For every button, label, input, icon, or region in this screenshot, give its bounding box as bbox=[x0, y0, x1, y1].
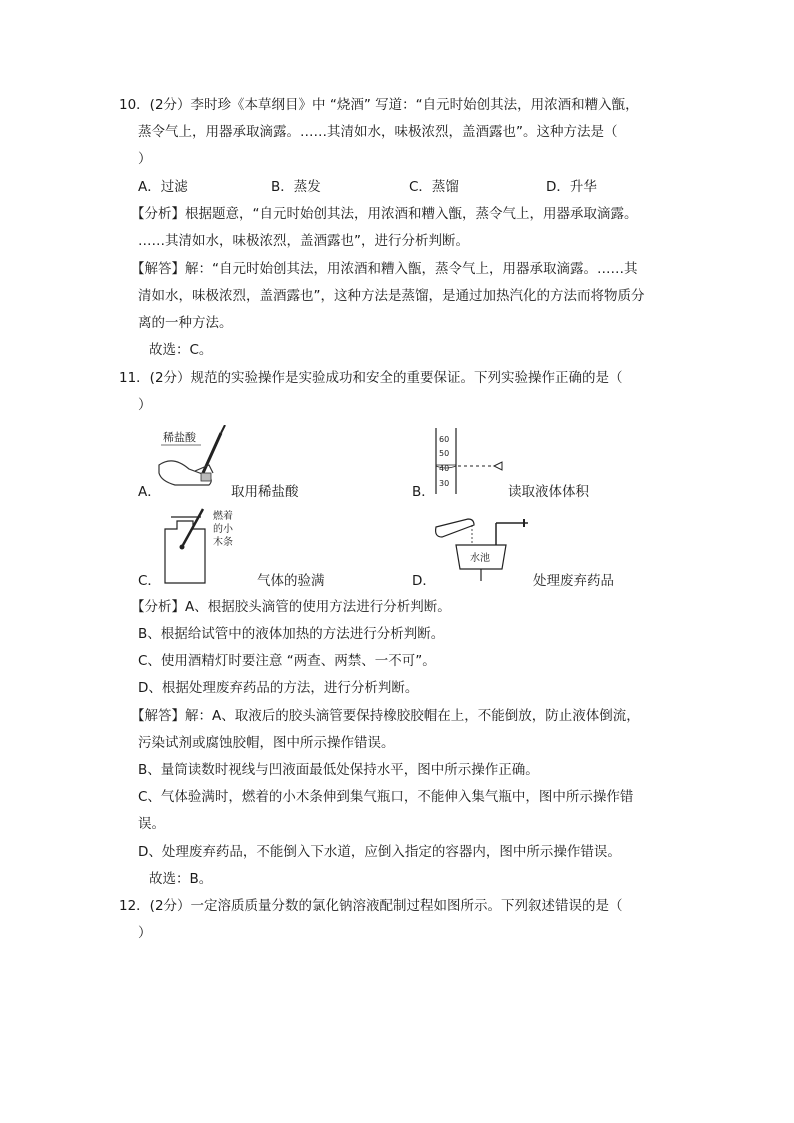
tick-label-30: 30 bbox=[439, 479, 450, 488]
q10-option-c: C．蒸馏 bbox=[409, 179, 459, 195]
q10-option-b: B．蒸发 bbox=[271, 179, 321, 195]
q11-solution-line-3: B、量筒读数时视线与凹液面最低处保持水平，图中所示操作正确。 bbox=[138, 762, 539, 778]
fig-a-letter: A． bbox=[138, 484, 161, 500]
q12-stem-line-2: ） bbox=[138, 925, 152, 941]
q11-analysis-line-2: B、根据给试管中的液体加热的方法进行分析判断。 bbox=[138, 626, 445, 642]
tick-label-40: 40 bbox=[439, 464, 450, 473]
q10-analysis-line-1: 【分析】根据题意，“自元时始创其法，用浓酒和糟入甑，蒸令气上，用器承取滴露。 bbox=[131, 206, 638, 222]
tick-label-60: 60 bbox=[439, 435, 450, 444]
fig-c-caption: 气体的验满 bbox=[257, 573, 325, 589]
gas-bottle-figure bbox=[155, 505, 235, 587]
q12-stem-line-1: 12．(2分）一定溶质质量分数的氯化钠溶液配制过程如图所示。下列叙述错误的是（ bbox=[119, 898, 623, 914]
q11-analysis-line-4: D、根据处理废弃药品的方法，进行分析判断。 bbox=[138, 680, 419, 696]
q10-stem-line-1: 10．(2分）李时珍《本草纲目》中 “烧酒” 写道：“自元时始创其法，用浓酒和糟入甑， bbox=[119, 97, 639, 113]
fig-b-letter: B． bbox=[412, 484, 435, 500]
q10-stem-line-2: 蒸令气上，用器承取滴露。……其清如水，味极浓烈，盖酒露也”。这种方法是（ bbox=[138, 124, 618, 140]
q10-answer: 故选：C。 bbox=[149, 342, 213, 358]
dropper-figure bbox=[155, 425, 235, 495]
q11-solution-line-6: D、处理废弃药品，不能倒入下水道，应倒入指定的容器内，图中所示操作错误。 bbox=[138, 844, 621, 860]
graduated-cylinder-figure bbox=[430, 428, 516, 496]
q11-stem-line-1: 11．(2分）规范的实验操作是实验成功和安全的重要保证。下列实验操作正确的是（ bbox=[119, 370, 623, 386]
q10-solution-line-3: 离的一种方法。 bbox=[138, 315, 233, 331]
fig-c-label-line-1: 燃着 bbox=[213, 511, 233, 522]
fig-d-caption: 处理废弃药品 bbox=[533, 573, 614, 589]
q11-solution-line-2: 污染试剂或腐蚀胶帽，图中所示操作错误。 bbox=[138, 735, 395, 751]
fig-a-caption: 取用稀盐酸 bbox=[231, 484, 299, 500]
q10-option-d: D．升华 bbox=[546, 179, 597, 195]
fig-b-caption: 读取液体体积 bbox=[508, 484, 589, 500]
q10-stem-line-3: ） bbox=[138, 151, 152, 167]
fig-d-letter: D． bbox=[412, 573, 436, 589]
q11-answer: 故选：B。 bbox=[149, 871, 213, 887]
q11-solution-line-4: C、气体验满时，燃着的小木条伸到集气瓶口，不能伸入集气瓶中，图中所示操作错 bbox=[138, 789, 634, 805]
fig-a-label: 稀盐酸 bbox=[163, 431, 196, 444]
tick-label-50: 50 bbox=[439, 449, 450, 458]
fig-d-label: 水池 bbox=[470, 553, 490, 564]
fig-c-label-line-2: 的小 bbox=[213, 524, 233, 535]
q10-solution-line-2: 清如水，味极浓烈，盖酒露也”，这种方法是蒸馏，是通过加热汽化的方法而将物质分 bbox=[138, 288, 645, 304]
fig-c-letter: C． bbox=[138, 573, 161, 589]
q11-solution-line-1: 【解答】解：A、取液后的胶头滴管要保持橡胶胶帽在上，不能倒放，防止液体倒流， bbox=[131, 708, 640, 724]
fig-c-label-line-3: 木条 bbox=[213, 537, 233, 548]
sink-disposal-figure bbox=[432, 515, 532, 583]
q10-analysis-line-2: ……其清如水，味极浓烈，盖酒露也”，进行分析判断。 bbox=[138, 233, 469, 249]
q10-solution-line-1: 【解答】解：“自元时始创其法，用浓酒和糟入甑，蒸令气上，用器承取滴露。……其 bbox=[131, 261, 638, 277]
q11-solution-line-5: 误。 bbox=[138, 816, 165, 832]
q11-analysis-line-1: 【分析】A、根据胶头滴管的使用方法进行分析判断。 bbox=[131, 599, 451, 615]
q10-option-a: A．过滤 bbox=[138, 179, 188, 195]
q11-stem-line-2: ） bbox=[138, 397, 152, 413]
q11-analysis-line-3: C、使用酒精灯时要注意 “两查、两禁、一不可”。 bbox=[138, 653, 436, 669]
